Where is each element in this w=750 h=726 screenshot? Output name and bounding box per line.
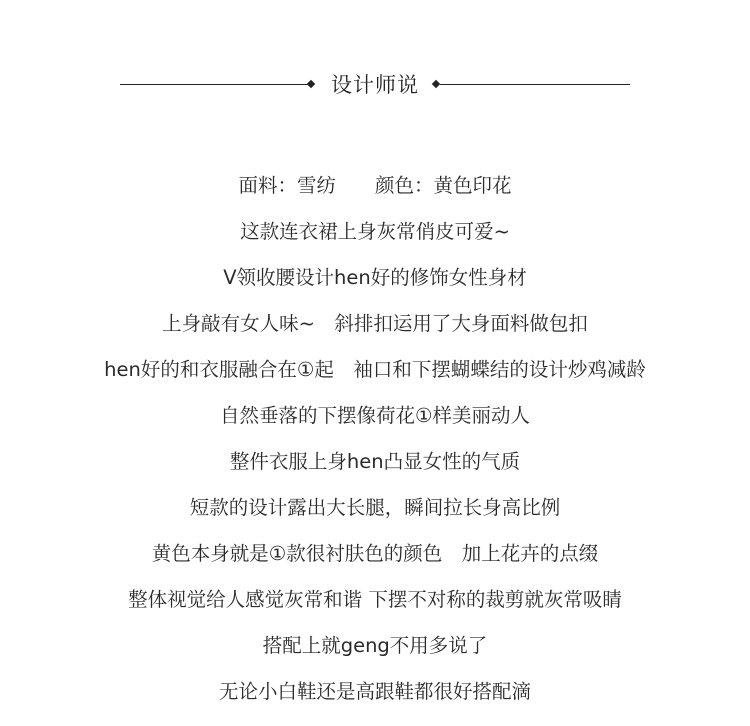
text-line: 自然垂落的下摆像荷花①样美丽动人 <box>220 404 530 427</box>
text-line: 整体视觉给人感觉灰常和谐 下摆不对称的裁剪就灰常吸睛 <box>128 588 622 611</box>
designer-notes <box>0 163 750 715</box>
text-line: hen好的和衣服融合在①起 袖口和下摆蝴蝶结的设计炒鸡减龄 <box>104 358 646 381</box>
text-line: 黄色本身就是①款很衬肤色的颜色 加上花卉的点缀 <box>151 542 599 565</box>
text-line: 搭配上就geng不用多说了 <box>262 634 488 657</box>
text-line: 整件衣服上身hen凸显女性的气质 <box>229 450 521 473</box>
text-line: V领收腰设计hen好的修饰女性身材 <box>223 266 527 289</box>
section-title: 设计师说 <box>331 73 419 97</box>
text-line: 上身敲有女人味~ 斜排扣运用了大身面料做包扣 <box>162 312 588 335</box>
header-rule-right <box>440 84 630 85</box>
text-line: 这款连衣裙上身灰常俏皮可爱~ <box>240 220 510 243</box>
text-line: 无论小白鞋还是高跟鞋都很好搭配滴 <box>218 680 531 703</box>
text-line: 短款的设计露出大长腿，瞬间拉长身高比例 <box>189 496 561 519</box>
text-line: 面料：雪纺 颜色：黄色印花 <box>238 174 512 197</box>
section-header <box>0 70 750 100</box>
